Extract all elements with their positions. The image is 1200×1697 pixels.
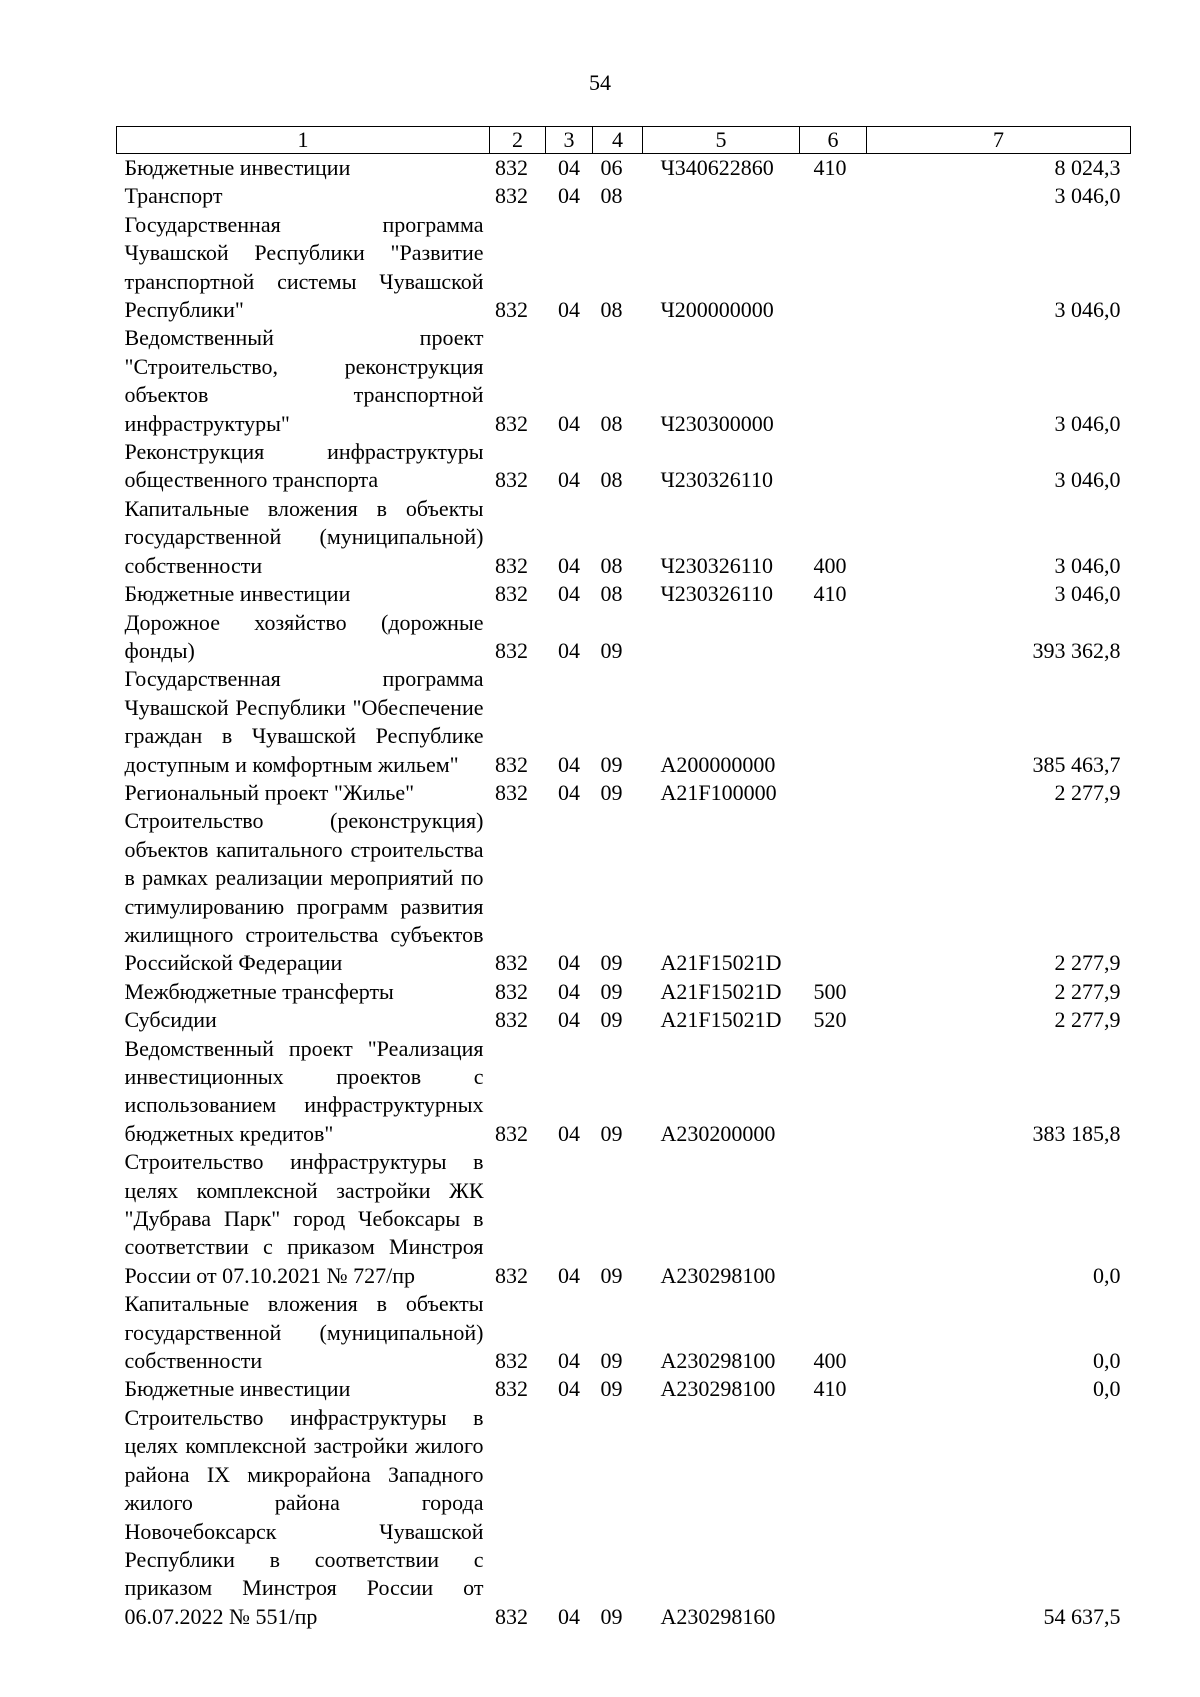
expense-type-code	[800, 1148, 867, 1290]
subsection-code: 09	[600, 1376, 623, 1402]
column-header: 2	[490, 127, 546, 154]
column-header: 3	[546, 127, 593, 154]
subsection-code: 09	[600, 950, 623, 976]
target-article-code: A230298160	[660, 1603, 776, 1629]
expense-type-code	[800, 211, 867, 325]
target-article-code: A200000000	[660, 751, 776, 777]
section-code: 04	[558, 581, 580, 607]
section-code: 04	[558, 1376, 580, 1402]
row-name: Субсидии	[124, 1007, 217, 1033]
amount: 2 277,9	[1054, 1007, 1121, 1033]
row-name: Межбюджетные трансферты	[124, 978, 394, 1004]
table-row	[117, 495, 1131, 580]
amount: 385 463,7	[1032, 751, 1121, 777]
ministry-code: 832	[495, 467, 528, 493]
amount: 3 046,0	[1054, 183, 1121, 209]
expense-type-code: 400	[813, 552, 847, 578]
expense-type-code	[800, 779, 867, 807]
subsection-code: 08	[600, 183, 623, 209]
subsection-code: 08	[600, 410, 623, 436]
table-row	[117, 438, 1131, 495]
expense-type-code: 410	[813, 1376, 847, 1402]
target-article-code: Ч230326110	[660, 467, 773, 493]
ministry-code: 832	[495, 581, 528, 607]
amount: 3 046,0	[1054, 552, 1121, 578]
amount: 3 046,0	[1054, 297, 1121, 323]
table-row	[117, 609, 1131, 666]
subsection-code: 08	[600, 297, 623, 323]
subsection-code: 09	[600, 1120, 623, 1146]
amount: 8 024,3	[1054, 155, 1121, 180]
expense-type-code	[800, 438, 867, 495]
section-code: 04	[558, 183, 580, 209]
amount: 0,0	[1093, 1262, 1121, 1288]
ministry-code: 832	[495, 1007, 528, 1033]
table-row	[117, 779, 1131, 807]
subsection-code: 08	[600, 467, 623, 493]
target-article-code: A230298100	[660, 1348, 776, 1374]
section-code: 04	[558, 1262, 580, 1288]
table-row	[117, 665, 1131, 779]
target-article-code	[643, 182, 800, 210]
expense-type-code: 520	[813, 1007, 847, 1033]
target-article-code: Ч340622860	[660, 155, 774, 180]
expense-type-code	[800, 609, 867, 666]
section-code: 04	[558, 978, 580, 1004]
row-name: Транспорт	[124, 183, 223, 209]
target-article-code: A21F15021D	[660, 1007, 782, 1033]
ministry-code: 832	[495, 297, 528, 323]
table-row	[117, 182, 1131, 210]
section-code: 04	[558, 1120, 580, 1146]
column-header: 5	[643, 127, 800, 154]
subsection-code: 09	[600, 637, 623, 663]
table-row	[117, 1035, 1131, 1149]
target-article-code: Ч230326110	[660, 581, 773, 607]
section-code: 04	[558, 950, 580, 976]
section-code: 04	[558, 155, 580, 180]
section-code: 04	[558, 1007, 580, 1033]
target-article-code: A21F15021D	[660, 978, 782, 1004]
target-article-code: Ч200000000	[660, 297, 774, 323]
row-name: Капитальные вложения в объекты государственной (муниципальной) собственности	[124, 495, 484, 578]
expense-type-code	[800, 1035, 867, 1149]
expense-type-code: 500	[813, 978, 847, 1004]
section-code: 04	[558, 552, 580, 578]
row-name: Строительство инфраструктуры в целях комплексной застройки ЖК "Дубрава Парк" город Чебоксары в соответствии с приказом Минстроя России от 07.10.2021 № 727/пр	[124, 1149, 484, 1288]
amount: 0,0	[1093, 1376, 1121, 1402]
section-code: 04	[558, 751, 580, 777]
ministry-code: 832	[495, 950, 528, 976]
column-header: 6	[800, 127, 867, 154]
row-name: Строительство инфраструктуры в целях комплексной застройки жилого района IX микрорайона Западного жилого района города Новочебоксарск Чувашской Республики в соответствии с приказом Минстроя России от 06.07.2022 № 551/пр	[124, 1404, 484, 1629]
ministry-code: 832	[495, 183, 528, 209]
budget-table	[116, 126, 1131, 1631]
table-row	[117, 1290, 1131, 1375]
amount: 3 046,0	[1054, 467, 1121, 493]
subsection-code: 09	[600, 1262, 623, 1288]
target-article-code	[643, 609, 800, 666]
amount: 0,0	[1093, 1348, 1121, 1374]
row-name: Ведомственный проект "Реализация инвестиционных проектов с использованием инфраструктурных бюджетных кредитов"	[124, 1035, 484, 1146]
expense-type-code: 400	[813, 1348, 847, 1374]
amount: 54 637,5	[1043, 1603, 1121, 1629]
ministry-code: 832	[495, 978, 528, 1004]
ministry-code: 832	[495, 1262, 528, 1288]
subsection-code: 08	[600, 552, 623, 578]
table-row	[117, 324, 1131, 438]
column-header: 7	[867, 127, 1131, 154]
page-number: 54	[589, 70, 611, 95]
expense-type-code	[800, 1404, 867, 1631]
ministry-code: 832	[495, 1348, 528, 1374]
section-code: 04	[558, 410, 580, 436]
row-name: Дорожное хозяйство (дорожные фонды)	[124, 609, 484, 663]
section-code: 04	[558, 637, 580, 663]
expense-type-code	[800, 182, 867, 210]
expense-type-code	[800, 324, 867, 438]
expense-type-code	[800, 807, 867, 977]
table-row	[117, 1148, 1131, 1290]
amount: 2 277,9	[1054, 978, 1121, 1004]
row-name: Строительство (реконструкция) объектов капитального строительства в рамках реализации мероприятий по стимулированию программ развития жилищного строительства субъектов Российской Федерации	[124, 808, 484, 976]
section-code: 04	[558, 779, 580, 805]
amount: 393 362,8	[1032, 637, 1121, 663]
amount: 3 046,0	[1054, 410, 1121, 436]
row-name: Реконструкция инфраструктуры общественного транспорта	[124, 439, 484, 493]
expense-type-code: 410	[813, 581, 847, 607]
subsection-code: 09	[600, 1007, 623, 1033]
amount: 2 277,9	[1054, 779, 1121, 805]
section-code: 04	[558, 1348, 580, 1374]
row-name: Государственная программа Чувашской Республики "Обеспечение граждан в Чувашской Республике доступным и комфортным жильем"	[124, 666, 484, 777]
table-row	[117, 1404, 1131, 1631]
table-row	[117, 978, 1131, 1006]
target-article-code: A21F100000	[660, 779, 777, 805]
target-article-code: Ч230300000	[660, 410, 774, 436]
row-name: Государственная программа Чувашской Республики "Развитие транспортной системы Чувашской Республики"	[124, 211, 484, 323]
table-row	[117, 154, 1131, 183]
amount: 383 185,8	[1032, 1120, 1121, 1146]
ministry-code: 832	[495, 552, 528, 578]
table-header-row	[117, 127, 1131, 154]
section-code: 04	[558, 467, 580, 493]
row-name: Бюджетные инвестиции	[124, 1376, 351, 1402]
row-name: Бюджетные инвестиции	[124, 581, 351, 607]
ministry-code: 832	[495, 1376, 528, 1402]
amount: 3 046,0	[1054, 581, 1121, 607]
ministry-code: 832	[495, 751, 528, 777]
column-header: 1	[117, 127, 490, 154]
target-article-code: A21F15021D	[660, 950, 782, 976]
ministry-code: 832	[495, 155, 528, 180]
ministry-code: 832	[495, 779, 528, 805]
table-row	[117, 1006, 1131, 1034]
target-article-code: A230298100	[660, 1376, 776, 1402]
section-code: 04	[558, 1603, 580, 1629]
row-name: Капитальные вложения в объекты государственной (муниципальной) собственности	[124, 1291, 484, 1374]
table-row	[117, 580, 1131, 608]
subsection-code: 09	[600, 779, 623, 805]
ministry-code: 832	[495, 1120, 528, 1146]
section-code: 04	[558, 297, 580, 323]
row-name: Бюджетные инвестиции	[124, 155, 351, 180]
target-article-code: A230298100	[660, 1262, 776, 1288]
ministry-code: 832	[495, 1603, 528, 1629]
table-body	[117, 154, 1131, 1632]
subsection-code: 09	[600, 1348, 623, 1374]
amount: 2 277,9	[1054, 950, 1121, 976]
row-name: Ведомственный проект "Строительство, реконструкция объектов транспортной инфраструктуры"	[124, 325, 484, 436]
subsection-code: 09	[600, 978, 623, 1004]
ministry-code: 832	[495, 410, 528, 436]
ministry-code: 832	[495, 637, 528, 663]
table-row	[117, 807, 1131, 977]
table-row	[117, 211, 1131, 325]
row-name: Региональный проект "Жилье"	[124, 779, 415, 805]
subsection-code: 06	[600, 155, 623, 180]
subsection-code: 08	[600, 581, 623, 607]
expense-type-code	[800, 665, 867, 779]
expense-type-code: 410	[813, 155, 847, 180]
target-article-code: A230200000	[660, 1120, 776, 1146]
table-row	[117, 1375, 1131, 1403]
column-header: 4	[593, 127, 643, 154]
target-article-code: Ч230326110	[660, 552, 773, 578]
subsection-code: 09	[600, 751, 623, 777]
subsection-code: 09	[600, 1603, 623, 1629]
